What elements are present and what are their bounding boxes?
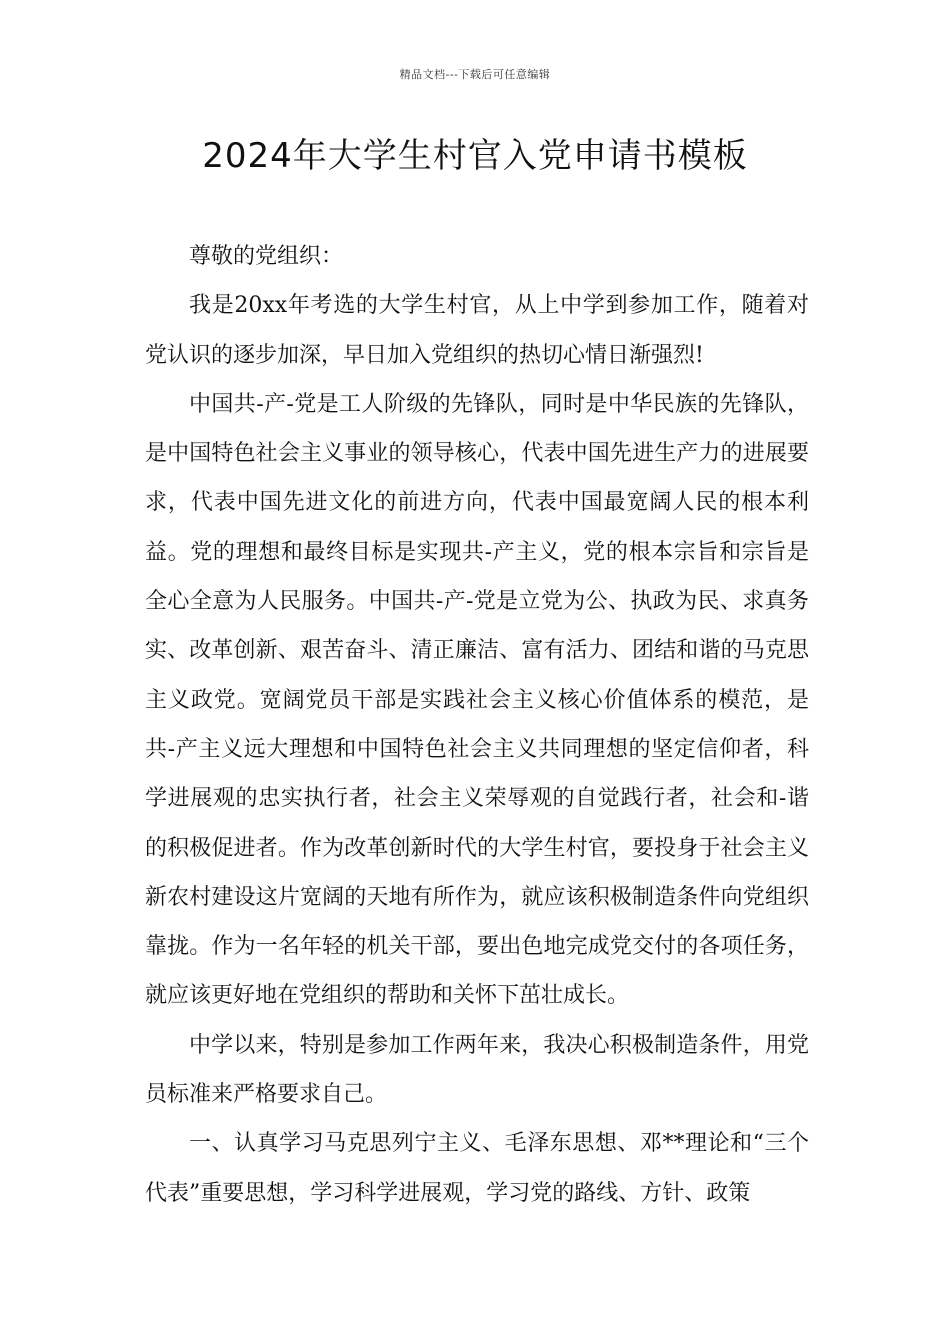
body-paragraph: 一、认真学习马克思列宁主义、毛泽东思想、邓**理论和“三个代表”重要思想，学习科学进展观，学习党的路线、方针、政策 — [145, 1131, 809, 1206]
header-note: 精品文档---下载后可任意编辑 — [399, 68, 551, 81]
document-body — [145, 232, 809, 1218]
body-paragraph: 中国共-产-党是工人阶级的先锋队，同时是中华民族的先锋队，是中国特色社会主义事业的领导核心，代表中国先进生产力的进展要求，代表中国先进文化的前进方向，代表中国最宽阔人民的根本利益。党的理想和最终目标是实现共-产主义，党的根本宗旨和宗旨是全心全意为人民服务。中国共-产-党是立党为公、执政为民、求真务实、改革创新、艰苦奋斗、清正廉洁、富有活力、团结和谐的马克思主义政党。宽阔党员干部是实践社会主义核心价值体系的模范，是共-产主义远大理想和中国特色社会主义共同理想的坚定信仰者，科学进展观的忠实执行者，社会主义荣辱观的自觉践行者，社会和-谐的积极促进者。作为改革创新时代的大学生村官，要投身于社会主义新农村建设这片宽阔的天地有所作为，就应该积极制造条件向党组织靠拢。作为一名年轻的机关干部，要出色地完成党交付的各项任务，就应该更好地在党组织的帮助和关怀下茁壮成长。 — [145, 391, 809, 1009]
document-title: 2024年大学生村官入党申请书模板 — [202, 136, 748, 176]
salutation: 尊敬的党组织： — [189, 244, 344, 269]
body-paragraph: 我是20xx年考选的大学生村官，从上中学到参加工作，随着对党认识的逐步加深，早日加入党组织的热切心情日渐强烈! — [145, 293, 809, 368]
body-paragraph: 中学以来，特别是参加工作两年来，我决心积极制造条件，用党员标准来严格要求自己。 — [145, 1032, 809, 1108]
